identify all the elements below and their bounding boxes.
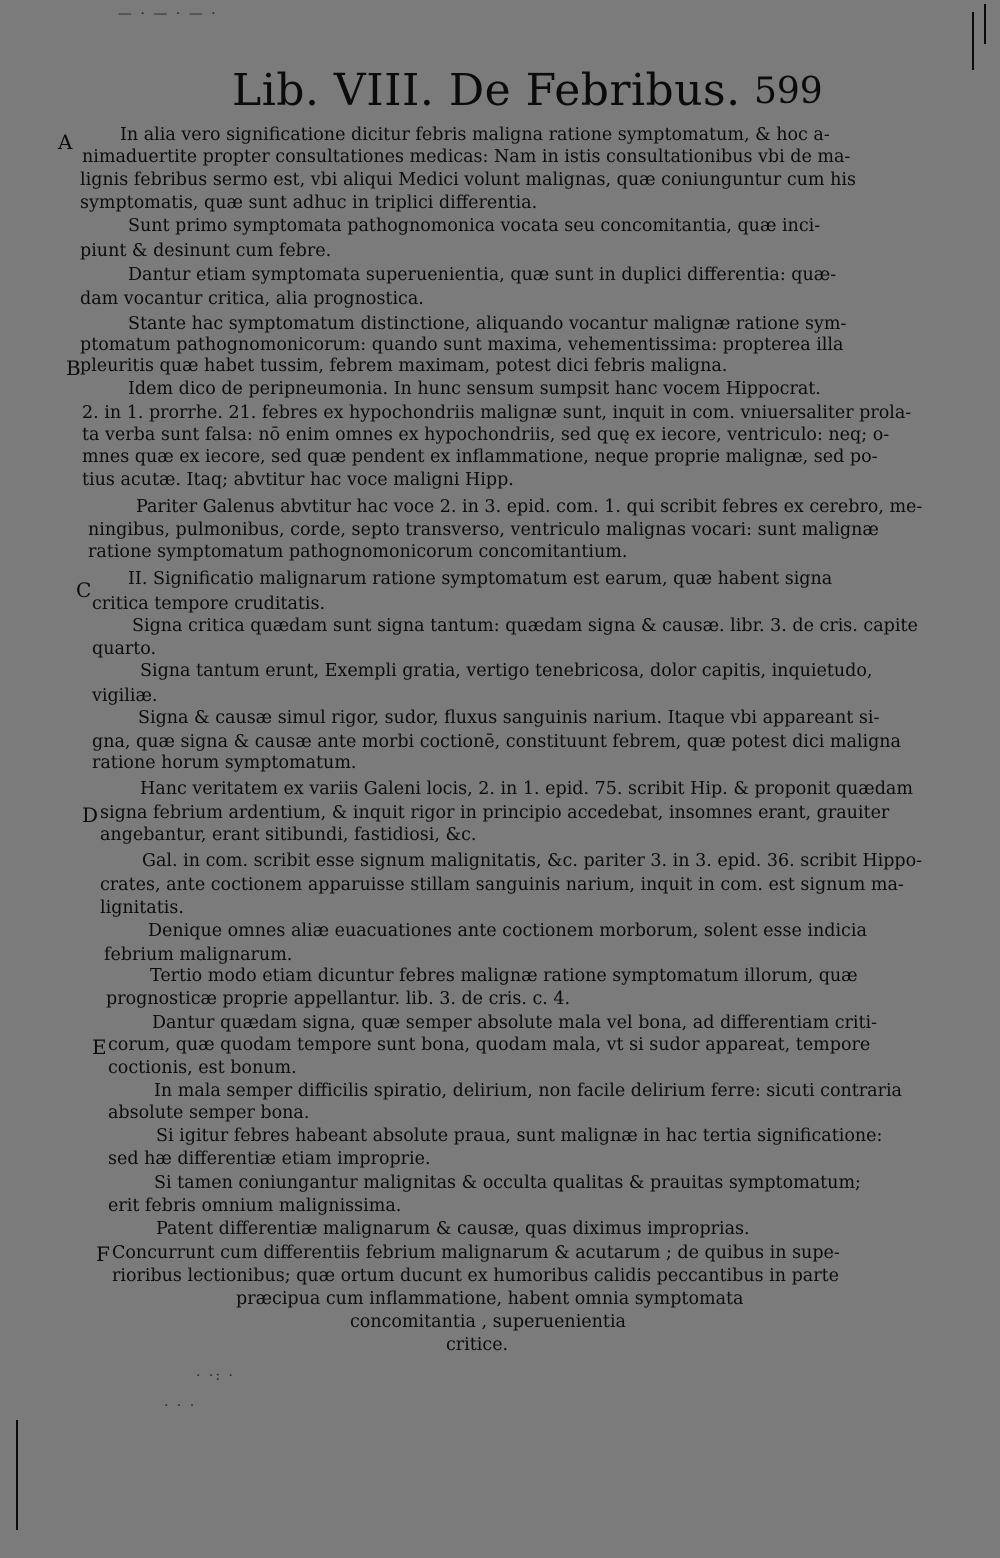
text-line: febrium malignarum. <box>104 945 293 965</box>
text-line: Idem dico de peripneumonia. In hunc sensum sumpsit hanc vocem Hippocrat. <box>128 379 821 399</box>
text-line: II. Significatio malignarum ratione symptomatum est earum, quæ habent signa <box>128 569 833 589</box>
page-edge-line <box>984 4 986 44</box>
text-line: rioribus lectionibus; quæ ortum ducunt ex humoribus calidis peccantibus in parte <box>112 1266 839 1286</box>
margin-marker-f: F <box>96 1242 110 1266</box>
text-line: quarto. <box>92 639 157 659</box>
text-line: præcipua cum inflammatione, habent omnia symptomata <box>236 1289 744 1309</box>
text-line: Hanc veritatem ex variis Galeni locis, 2. in 1. epid. 75. scribit Hip. & proponit quædam <box>140 779 913 799</box>
text-line: symptomatis, quæ sunt adhuc in triplici differentia. <box>80 193 538 213</box>
text-line: piunt & desinunt cum febre. <box>80 241 332 261</box>
text-line: coctionis, est bonum. <box>108 1058 297 1078</box>
text-line: Dantur etiam symptomata superuenientia, quæ sunt in duplici differentia: quæ- <box>128 265 837 285</box>
text-line: In mala semper difficilis spiratio, delirium, non facile delirium ferre: sicuti contraria <box>154 1081 902 1101</box>
text-line: corum, quæ quodam tempore sunt bona, quodam mala, vt si sudor appareat, tempore <box>108 1035 871 1055</box>
page-title: Lib. VIII. De Febribus. <box>232 65 741 116</box>
text-line: 2. in 1. prorrhe. 21. febres ex hypochondriis malignæ sunt, inquit in com. vniuersaliter prola- <box>82 403 912 423</box>
text-line: mnes quæ ex iecore, sed quæ pendent ex inflammatione, neque proprie malignæ, sed po- <box>82 447 878 467</box>
text-line: Concurrunt cum differentiis febrium malignarum & acutarum ; de quibus in supe- <box>112 1243 840 1263</box>
text-line: critica tempore cruditatis. <box>92 594 326 614</box>
text-line: erit febris omnium malignissima. <box>108 1196 402 1216</box>
text-line: ptomatum pathognomonicorum: quando sunt maxima, vehementissima: propterea illa <box>80 335 844 355</box>
text-line: nimaduertite propter consultationes medicas: Nam in istis consultationibus vbi de ma- <box>82 147 851 167</box>
text-line: sed hæ differentiæ etiam improprie. <box>108 1149 431 1169</box>
ink-smudge: · · · <box>164 1398 197 1414</box>
text-line: absolute semper bona. <box>108 1103 310 1123</box>
text-line: Stante hac symptomatum distinctione, aliquando vocantur malignæ ratione sym- <box>128 314 847 334</box>
text-line: vigiliæ. <box>92 686 158 706</box>
text-line: angebantur, erant sitibundi, fastidiosi, &c. <box>100 825 477 845</box>
text-line: Patent differentiæ malignarum & causæ, quas diximus improprias. <box>156 1219 750 1239</box>
text-line: Signa tantum erunt, Exempli gratia, vertigo tenebricosa, dolor capitis, inquietudo, <box>140 661 873 681</box>
text-line: dam vocantur critica, alia prognostica. <box>80 289 424 309</box>
margin-marker-c: C <box>76 578 92 602</box>
margin-marker-e: E <box>92 1035 107 1059</box>
text-line: tius acutæ. Itaq; abvtitur hac voce maligni Hipp. <box>82 470 514 490</box>
text-line: Dantur quædam signa, quæ semper absolute mala vel bona, ad differentiam criti- <box>152 1013 878 1033</box>
text-line: Pariter Galenus abvtitur hac voce 2. in 3. epid. com. 1. qui scribit febres ex cerebro, me- <box>136 497 923 517</box>
text-line: crates, ante coctionem apparuisse stillam sanguinis narium, inquit in com. est signum ma- <box>100 875 904 895</box>
text-line: In alia vero significatione dicitur febris maligna ratione symptomatum, & hoc a- <box>120 125 830 145</box>
ink-smudge: — · — · — · <box>118 6 218 22</box>
page-edge-line <box>972 12 974 70</box>
text-line: ningibus, pulmonibus, corde, septo transverso, ventriculo malignas vocari: sunt malignæ <box>88 520 879 540</box>
text-line: lignis febribus sermo est, vbi aliqui Medici volunt malignas, quæ coniunguntur cum his <box>80 170 856 190</box>
text-line: Signa critica quædam sunt signa tantum: quædam signa & causæ. libr. 3. de cris. capite <box>132 616 918 636</box>
text-line: Si tamen coniungantur malignitas & occulta qualitas & prauitas symptomatum; <box>154 1173 861 1193</box>
text-line: Gal. in com. scribit esse signum malignitatis, &c. pariter 3. in 3. epid. 36. scribit Hippo- <box>142 851 923 871</box>
ink-smudge: · ·: · <box>196 1368 235 1384</box>
text-line: gna, quæ signa & causæ ante morbi coctionē, constituunt febrem, quæ potest dici maligna <box>92 732 901 752</box>
text-line: concomitantia , superuenientia <box>350 1312 626 1332</box>
text-line: ta verba sunt falsa: nō enim omnes ex hypochondriis, sed quę ex iecore, ventriculo: neq; o- <box>82 425 890 445</box>
margin-marker-b: B <box>66 356 81 380</box>
text-line: signa febrium ardentium, & inquit rigor in principio accedebat, insomnes erant, grauiter <box>100 803 890 823</box>
text-line: Denique omnes aliæ euacuationes ante coctionem morborum, solent esse indicia <box>148 921 867 941</box>
margin-marker-a: A <box>58 130 73 154</box>
text-line: ratione horum symptomatum. <box>92 753 357 773</box>
text-line: Sunt primo symptomata pathognomonica vocata seu concomitantia, quæ inci- <box>128 216 821 236</box>
text-line: ratione symptomatum pathognomonicorum concomitantium. <box>88 542 628 562</box>
text-line: critice. <box>446 1335 509 1355</box>
text-line: pleuritis quæ habet tussim, febrem maximam, potest dici febris maligna. <box>80 356 728 376</box>
text-line: Signa & causæ simul rigor, sudor, fluxus sanguinis narium. Itaque vbi appareant si- <box>138 708 880 728</box>
text-line: lignitatis. <box>100 898 184 918</box>
page-number: 599 <box>754 71 823 112</box>
page-edge-line <box>16 1420 18 1530</box>
text-line: Si igitur febres habeant absolute praua, sunt malignæ in hac tertia significatione: <box>156 1126 883 1146</box>
text-line: Tertio modo etiam dicuntur febres malignæ ratione symptomatum illorum, quæ <box>150 966 858 986</box>
text-line: prognosticæ proprie appellantur. lib. 3. de cris. c. 4. <box>106 989 571 1009</box>
margin-marker-d: D <box>82 803 99 827</box>
